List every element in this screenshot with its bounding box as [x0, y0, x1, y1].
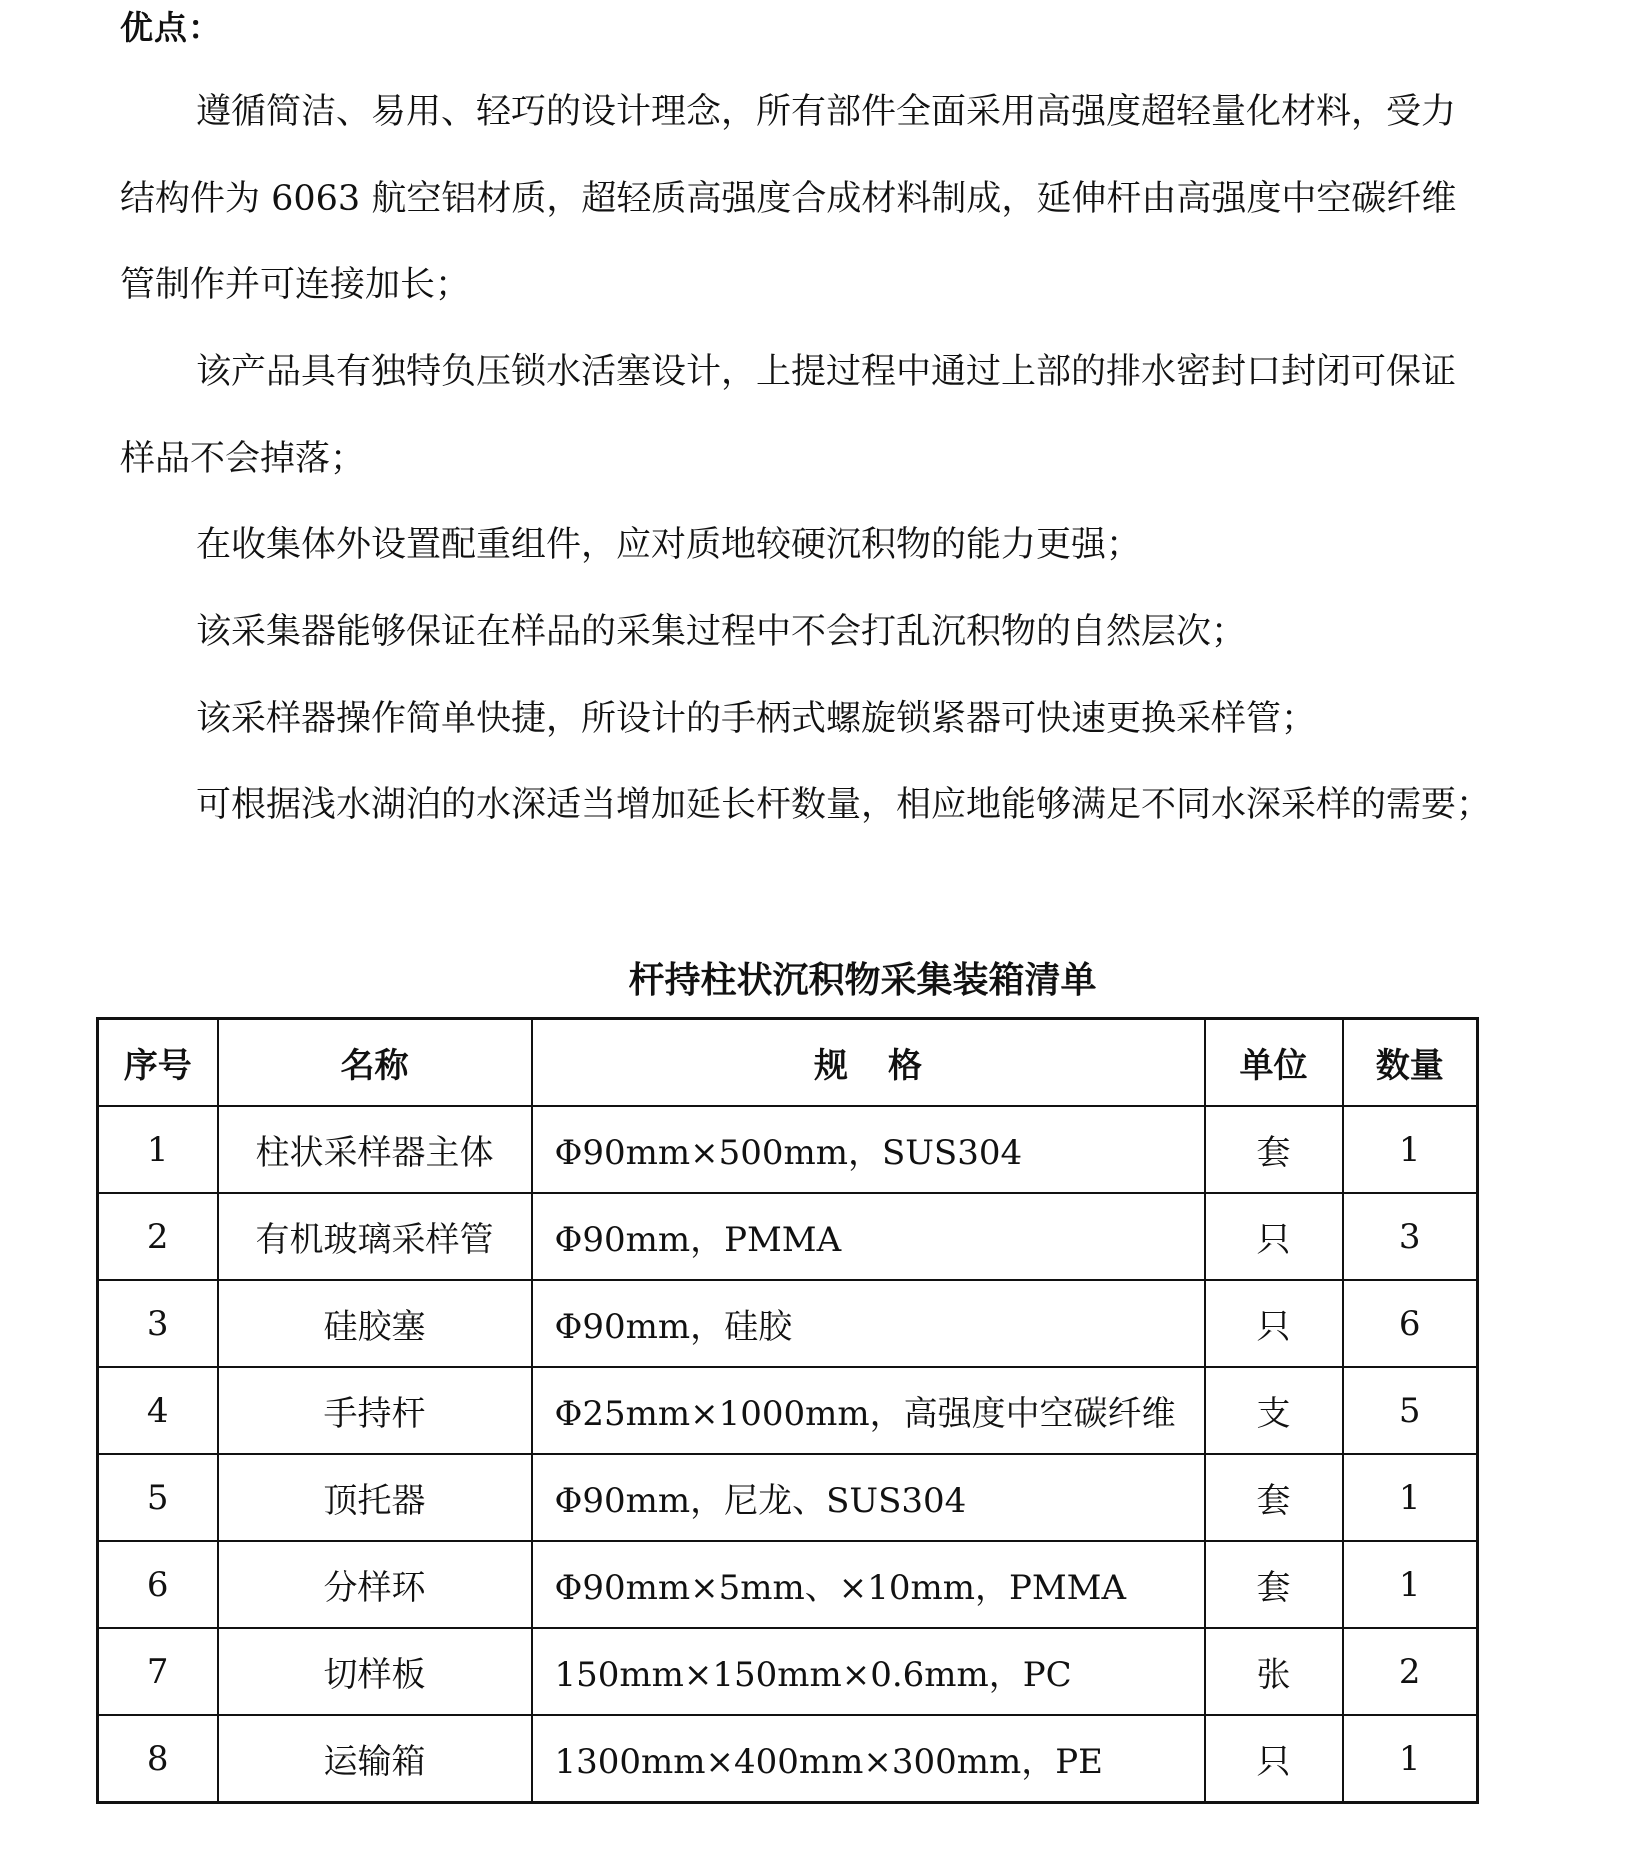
table-title: 杆持柱状沉积物采集装箱清单 — [628, 960, 1097, 1001]
paragraph-6: 可根据浅水湖泊的水深适当增加延长杆数量，相应地能够满足不同水深采样的需要； — [196, 785, 1492, 825]
cell-spec: 150mm×150mm×0.6mm，PC — [532, 1628, 1205, 1715]
cell-quantity: 2 — [1343, 1628, 1478, 1715]
cell-unit: 只 — [1205, 1193, 1343, 1280]
cell-name: 柱状采样器主体 — [218, 1106, 532, 1193]
cell-quantity: 1 — [1343, 1454, 1478, 1541]
table-row — [98, 1367, 1478, 1454]
cell-index: 1 — [98, 1106, 218, 1193]
cell-quantity: 6 — [1343, 1280, 1478, 1367]
cell-unit: 套 — [1205, 1541, 1343, 1628]
header-unit: 单位 — [1205, 1019, 1343, 1107]
table-row — [98, 1541, 1478, 1628]
cell-spec: Φ90mm，尼龙、SUS304 — [532, 1454, 1205, 1541]
cell-unit: 支 — [1205, 1367, 1343, 1454]
table-row — [98, 1106, 1478, 1193]
paragraph-1-line-1: 遵循简洁、易用、轻巧的设计理念，所有部件全面采用高强度超轻量化材料，受力 — [196, 92, 1457, 132]
paragraph-3: 在收集体外设置配重组件，应对质地较硬沉积物的能力更强； — [196, 525, 1142, 565]
table-header-row — [98, 1019, 1478, 1107]
paragraph-5: 该采样器操作简单快捷，所设计的手柄式螺旋锁紧器可快速更换采样管； — [196, 699, 1317, 739]
cell-unit: 套 — [1205, 1454, 1343, 1541]
cell-spec: 1300mm×400mm×300mm，PE — [532, 1715, 1205, 1803]
cell-name: 有机玻璃采样管 — [218, 1193, 532, 1280]
header-spec: 规格 — [532, 1019, 1205, 1107]
header-quantity: 数量 — [1343, 1019, 1478, 1107]
cell-quantity: 5 — [1343, 1367, 1478, 1454]
cell-name: 切样板 — [218, 1628, 532, 1715]
table-row — [98, 1454, 1478, 1541]
cell-quantity: 3 — [1343, 1193, 1478, 1280]
advantages-heading: 优点： — [120, 8, 222, 47]
cell-quantity: 1 — [1343, 1541, 1478, 1628]
cell-index: 7 — [98, 1628, 218, 1715]
cell-name: 手持杆 — [218, 1367, 532, 1454]
cell-quantity: 1 — [1343, 1106, 1478, 1193]
paragraph-2-line-2: 样品不会掉落； — [120, 439, 366, 479]
cell-name: 顶托器 — [218, 1454, 532, 1541]
cell-name: 硅胶塞 — [218, 1280, 532, 1367]
cell-unit: 套 — [1205, 1106, 1343, 1193]
cell-spec: Φ90mm×500mm，SUS304 — [532, 1106, 1205, 1193]
cell-spec: Φ90mm，硅胶 — [532, 1280, 1205, 1367]
cell-name: 运输箱 — [218, 1715, 532, 1803]
table-row — [98, 1628, 1478, 1715]
cell-index: 6 — [98, 1541, 218, 1628]
packing-list-table — [96, 1017, 1479, 1804]
cell-index: 2 — [98, 1193, 218, 1280]
table-row — [98, 1715, 1478, 1803]
paragraph-1-line-3: 管制作并可连接加长； — [120, 265, 471, 305]
cell-unit: 只 — [1205, 1715, 1343, 1803]
table-row — [98, 1280, 1478, 1367]
paragraph-1-line-2: 结构件为 6063 航空铝材质，超轻质高强度合成材料制成，延伸杆由高强度中空碳纤维 — [120, 179, 1457, 219]
cell-spec: Φ90mm×5mm、×10mm，PMMA — [532, 1541, 1205, 1628]
header-index: 序号 — [98, 1019, 218, 1107]
cell-spec: Φ25mm×1000mm，高强度中空碳纤维 — [532, 1367, 1205, 1454]
cell-index: 3 — [98, 1280, 218, 1367]
cell-quantity: 1 — [1343, 1715, 1478, 1803]
cell-unit: 张 — [1205, 1628, 1343, 1715]
table-row — [98, 1193, 1478, 1280]
cell-name: 分样环 — [218, 1541, 532, 1628]
cell-unit: 只 — [1205, 1280, 1343, 1367]
cell-index: 5 — [98, 1454, 218, 1541]
paragraph-4: 该采集器能够保证在样品的采集过程中不会打乱沉积物的自然层次； — [196, 612, 1247, 652]
cell-spec: Φ90mm，PMMA — [532, 1193, 1205, 1280]
paragraph-2-line-1: 该产品具有独特负压锁水活塞设计，上提过程中通过上部的排水密封口封闭可保证 — [196, 352, 1457, 392]
header-name: 名称 — [218, 1019, 532, 1107]
cell-index: 4 — [98, 1367, 218, 1454]
cell-index: 8 — [98, 1715, 218, 1803]
